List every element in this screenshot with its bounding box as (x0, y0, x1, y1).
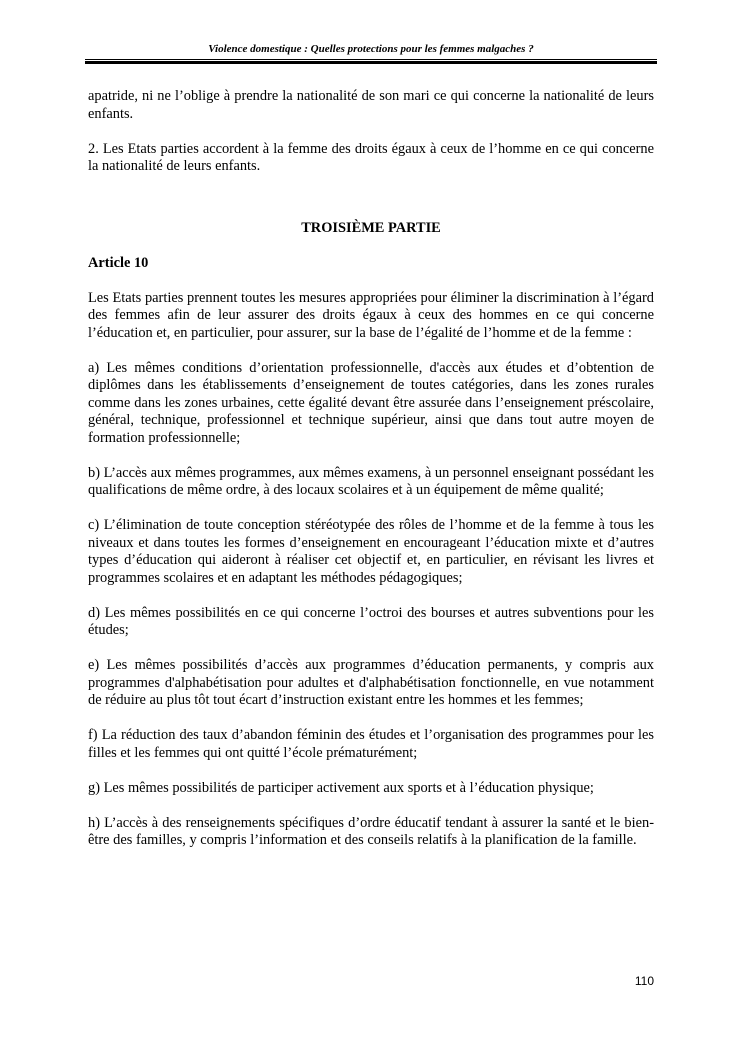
page-body (88, 88, 654, 867)
article-item-f: f) La réduction des taux d’abandon féminin des études et l’organisation des programmes pour les filles et les femmes qui ont quitté l’école prématurément; (88, 727, 654, 761)
paragraph-2: 2. Les Etats parties accordent à la femme des droits égaux à ceux de l’homme en ce qui concerne la nationalité de leurs enfants. (88, 140, 654, 174)
article-item-h: h) L’accès à des renseignements spécifiques d’ordre éducatif tendant à assurer la santé et le bien-être des familles, y compris l’information et des conseils relatifs à la planification de la famille. (88, 814, 654, 848)
header-rule (85, 61, 657, 64)
article-item-a: a) Les mêmes conditions d’orientation professionnelle, d'accès aux études et d’obtention de diplômes dans les établissements d’enseignement de toutes catégories, dans les zones rurales comme dans les zones urbaines, cette égalité devant être assurée dans l’enseignement préscolaire, général, technique, professionnel et technique supérieur, ainsi que dans tout autre moyen de formation professionnelle; (88, 359, 654, 446)
article-title: Article 10 (88, 254, 149, 271)
article-item-b: b) L’accès aux mêmes programmes, aux mêmes examens, à un personnel enseignant possédant les qualifications de même ordre, à des locaux scolaires et à un équipement de même qualité; (88, 464, 654, 498)
article-intro: Les Etats parties prennent toutes les mesures appropriées pour éliminer la discrimination à l’égard des femmes afin de leur assurer des droits égaux à ceux des hommes en ce qui concerne l’éducation et, en particulier, pour assurer, sur la base de l’égalité de l’homme et de la femme : (88, 289, 654, 341)
page-number: 110 (634, 974, 654, 988)
article-item-g: g) Les mêmes possibilités de participer activement aux sports et à l’éducation physique; (88, 779, 594, 796)
article-item-e: e) Les mêmes possibilités d’accès aux programmes d’éducation permanents, y compris aux programmes d'alphabétisation pour adultes et d'alphabétisation fonctionnelle, en vue notamment de réduire au plus tôt tout écart d’instruction existant entre les hommes et les femmes; (88, 657, 654, 708)
article-item-c: c) L’élimination de toute conception stéréotypée des rôles de l’homme et de la femme à tous les niveaux et dans toutes les formes d’enseignement en encourageant l’éducation mixte et d’autres types d’éducation qui aideront à réaliser cet objectif et, en particulier, en révisant les livres et programmes scolaires et en adaptant les méthodes pédagogiques; (88, 517, 654, 586)
article-item-d: d) Les mêmes possibilités en ce qui concerne l’octroi des bourses et autres subventions pour les études; (88, 604, 654, 638)
running-header: Violence domestique : Quelles protections pour les femmes malgaches ? (208, 43, 534, 55)
header-rule-thin (85, 59, 657, 60)
part-title: TROISIÈME PARTIE (301, 219, 441, 236)
paragraph-continuation: apatride, ni ne l’oblige à prendre la nationalité de son mari ce qui concerne la nationalité de leurs enfants. (88, 88, 654, 122)
